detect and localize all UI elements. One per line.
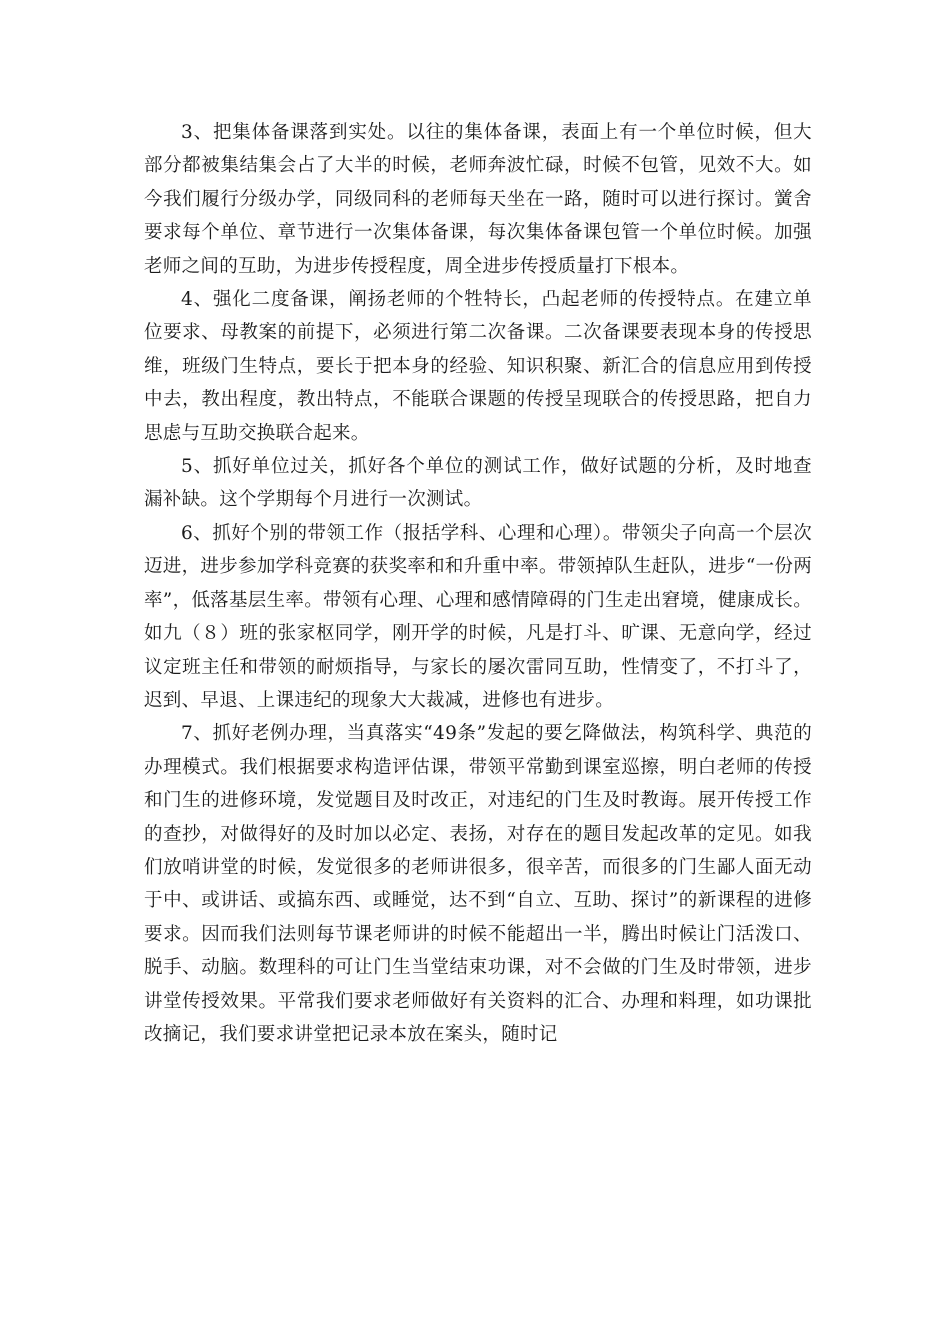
paragraph-5: 5、抓好单位过关，抓好各个单位的测试工作，做好试题的分析，及时地查漏补缺。这个学期每个月进行一次测试。 [144,456,812,511]
paragraph-4: 4、强化二度备课，阐扬老师的个牲特长，凸起老师的传授特点。在建立单位要求、母教案的前提下，必须进行第二次备课。二次备课要表现本身的传授思维，班级门生特点，要长于把本身的经验、知识积聚、新汇合的信息应用到传授中去，教出程度，教出特点，不能联合课题的传授呈现联合的传授思路，把自力思虑与互助交换联合起来。 [144,289,812,444]
paragraph-7: 7、抓好老例办理，当真落实“49条”发起的要乞降做法，构筑科学、典范的办理模式。我们根据要求构造评估课，带领平常勤到课室巡擦，明白老师的传授和门生的进修环境，发觉题目及时改正，对违纪的门生及时教诲。展开传授工作的查抄，对做得好的及时加以必定、表扬，对存在的题目发起改革的定见。如我们放哨讲堂的时候，发觉很多的老师讲很多，很辛苦，而很多的门生鄙人面无动于中、或讲话、或搞东西、或睡觉，达不到“自立、互助、探讨”的新课程的进修要求。因而我们法则每节课老师讲的时候不能超出一半，腾出时候让门活泼口、脱手、动脑。数理科的可让门生当堂结束功课，对不会做的门生及时带领，进步讲堂传授效果。平常我们要求老师做好有关资料的汇合、办理和料理，如功课批改摘记，我们要求讲堂把记录本放在案头，随时记 [144,723,812,1045]
paragraph-3: 3、把集体备课落到实处。以往的集体备课，表面上有一个单位时候，但大部分都被集结集会占了大半的时候，老师奔波忙碌，时候不包管，见效不大。如今我们履行分级办学，同级同科的老师每天坐在一路，随时可以进行探讨。黉舍要求每个单位、章节进行一次集体备课，每次集体备课包管一个单位时候。加强老师之间的互助，为进步传授程度，周全进步传授质量打下根本。 [144,122,812,277]
document-body [144,116,812,1051]
paragraph-6: 6、抓好个别的带领工作（报括学科、心理和心理）。带领尖子向高一个层次迈进，进步参加学科竞赛的获奖率和和升重中率。带领掉队生赶队，进步“一份两率”，低落基层生率。带领有心理、心理和感情障碍的门生走出窘境，健康成长。如九（８）班的张家枢同学，刚开学的时候，凡是打斗、旷课、无意向学，经过议定班主任和带领的耐烦指导，与家长的屡次雷同互助，性情变了，不打斗了，迟到、早退、上课违纪的现象大大裁减，进修也有进步。 [144,522,812,711]
